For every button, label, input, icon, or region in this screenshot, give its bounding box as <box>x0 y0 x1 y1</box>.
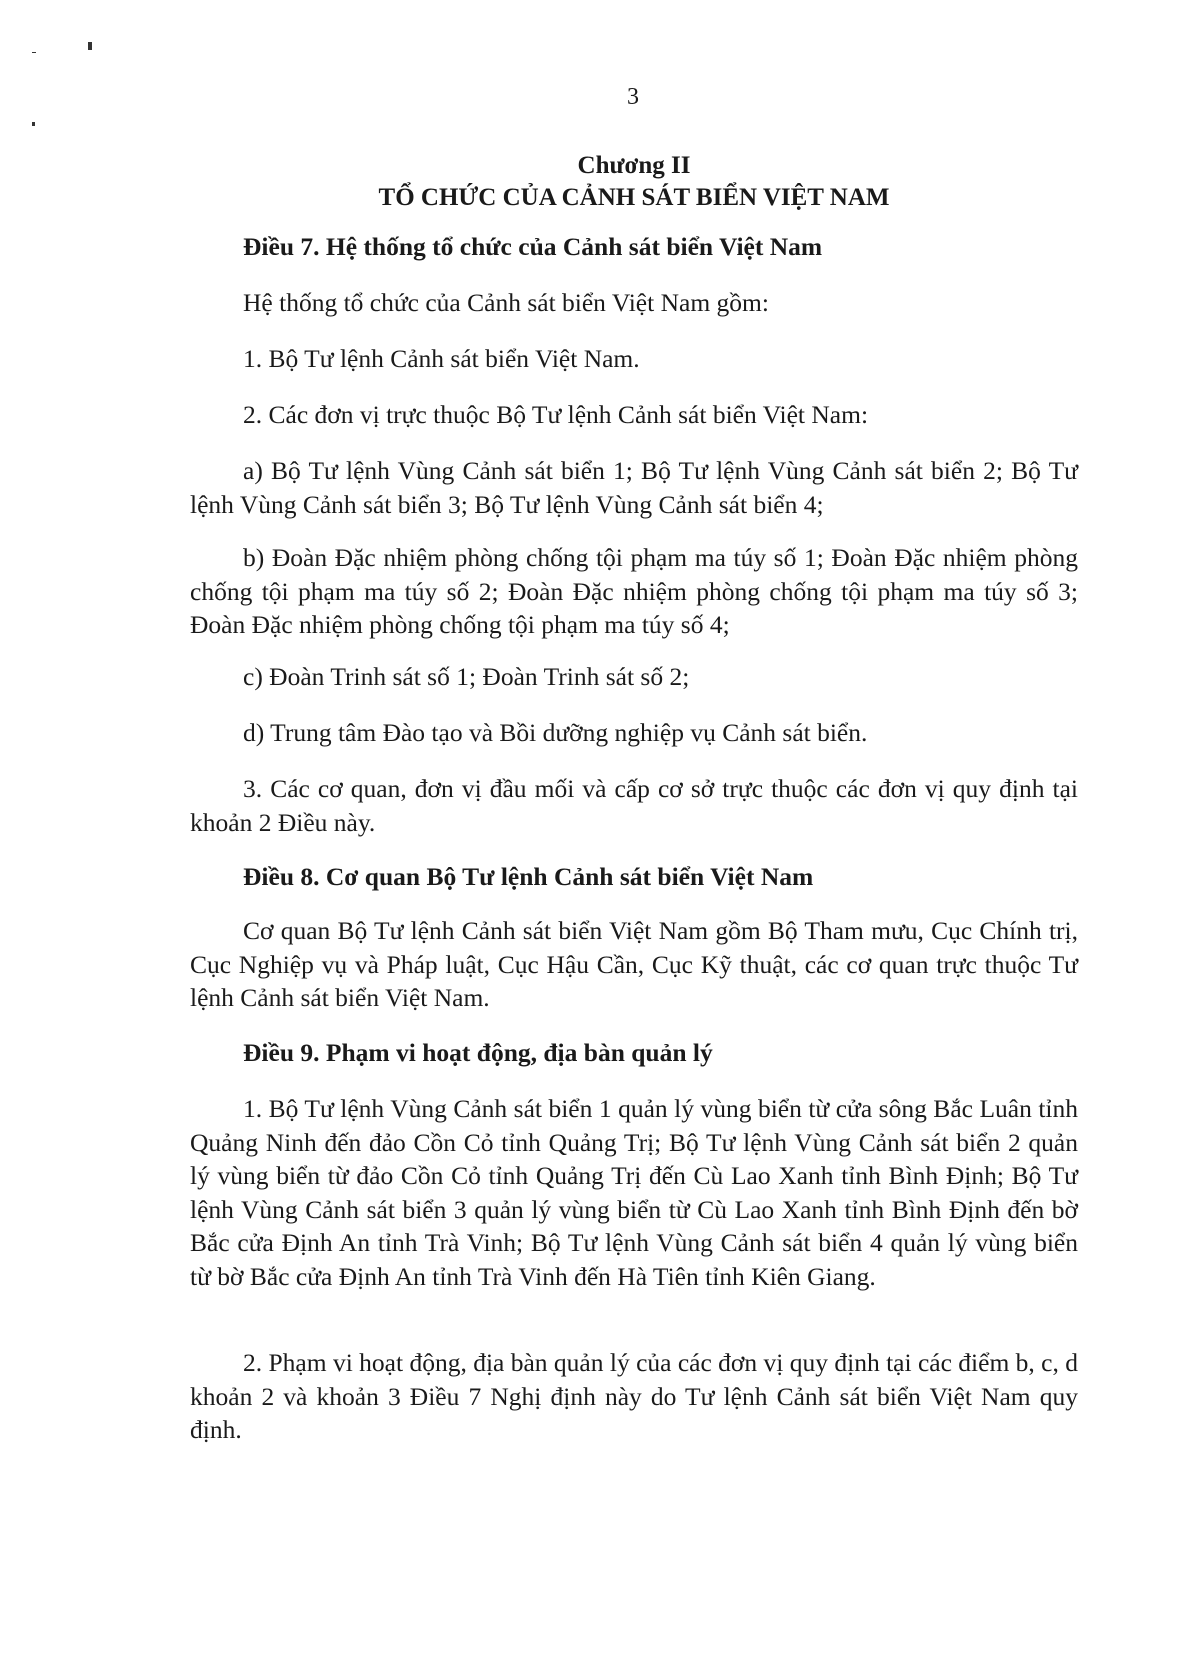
paragraph: Hệ thống tổ chức của Cảnh sát biển Việt Nam gồm: <box>243 288 769 317</box>
paragraph: Cơ quan Bộ Tư lệnh Cảnh sát biển Việt Nam gồm Bộ Tham mưu, Cục Chính trị, Cục Nghiệp vụ và Pháp luật, Cục Hậu Cần, Cục Kỹ thuật, các cơ quan trực thuộc Tư lệnh Cảnh sát biển Việt Nam. <box>190 916 1078 1012</box>
article-heading: Điều 8. Cơ quan Bộ Tư lệnh Cảnh sát biển Việt Nam <box>243 862 814 891</box>
paragraph: 3. Các cơ quan, đơn vị đầu mối và cấp cơ sở trực thuộc các đơn vị quy định tại khoản 2 Điều này. <box>190 774 1078 837</box>
article-7-p4 <box>190 541 1078 642</box>
article-heading: Điều 9. Phạm vi hoạt động, địa bàn quản lý <box>243 1038 713 1067</box>
article-7-p6 <box>190 716 1078 750</box>
paragraph: 2. Phạm vi hoạt động, địa bàn quản lý của các đơn vị quy định tại các điểm b, c, d khoản 2 và khoản 3 Điều 7 Nghị định này do Tư lệnh Cảnh sát biển Việt Nam quy định. <box>190 1348 1078 1444</box>
article-8-p0 <box>190 914 1078 1015</box>
scan-artifact <box>88 42 92 50</box>
article-heading: Điều 7. Hệ thống tổ chức của Cảnh sát biển Việt Nam <box>243 232 823 261</box>
paragraph: 1. Bộ Tư lệnh Cảnh sát biển Việt Nam. <box>243 344 640 373</box>
paragraph: c) Đoàn Trinh sát số 1; Đoàn Trinh sát số 2; <box>243 662 690 691</box>
paragraph: 1. Bộ Tư lệnh Vùng Cảnh sát biển 1 quản lý vùng biển từ cửa sông Bắc Luân tỉnh Quảng Ninh đến đảo Cồn Cỏ tỉnh Quảng Trị; Bộ Tư lệnh Vùng Cảnh sát biển 2 quản lý vùng biển từ đảo Cồn Cỏ tỉnh Quảng Trị đến Cù Lao Xanh tỉnh Bình Định; Bộ Tư lệnh Vùng Cảnh sát biển 3 quản lý vùng biển từ Cù Lao Xanh tỉnh Bình Định đến bờ Bắc cửa Định An tỉnh Trà Vinh; Bộ Tư lệnh Vùng Cảnh sát biển 4 quản lý vùng biển từ bờ Bắc cửa Định An tỉnh Trà Vinh đến Hà Tiên tỉnh Kiên Giang. <box>190 1094 1078 1291</box>
scan-artifact <box>32 122 35 126</box>
scan-artifact <box>32 52 36 53</box>
article-9 <box>190 1036 1078 1070</box>
page-number: 3 <box>627 84 639 110</box>
paragraph: 2. Các đơn vị trực thuộc Bộ Tư lệnh Cảnh sát biển Việt Nam: <box>243 400 869 429</box>
article-7-p0 <box>190 286 1078 320</box>
article-7-p1 <box>190 342 1078 376</box>
article-9-p0 <box>190 1092 1078 1293</box>
chapter-label: Chương II <box>577 152 691 179</box>
article-7-p7 <box>190 772 1078 839</box>
paragraph: a) Bộ Tư lệnh Vùng Cảnh sát biển 1; Bộ Tư lệnh Vùng Cảnh sát biển 2; Bộ Tư lệnh Vùng Cảnh sát biển 3; Bộ Tư lệnh Vùng Cảnh sát biển 4; <box>190 456 1078 519</box>
article-7-p3 <box>190 454 1078 521</box>
article-8 <box>190 860 1078 894</box>
paragraph: b) Đoàn Đặc nhiệm phòng chống tội phạm ma túy số 1; Đoàn Đặc nhiệm phòng chống tội phạm ma túy số 2; Đoàn Đặc nhiệm phòng chống tội phạm ma túy số 3; Đoàn Đặc nhiệm phòng chống tội phạm ma túy số 4; <box>190 543 1078 639</box>
article-9-p1 <box>190 1346 1078 1447</box>
paragraph: d) Trung tâm Đào tạo và Bồi dưỡng nghiệp vụ Cảnh sát biển. <box>243 718 868 747</box>
article-7-p5 <box>190 660 1078 694</box>
article-7-p2 <box>190 398 1078 432</box>
article-7 <box>190 230 1078 264</box>
chapter-header <box>190 150 1078 214</box>
chapter-title: TỔ CHỨC CỦA CẢNH SÁT BIỂN VIỆT NAM <box>378 184 890 211</box>
